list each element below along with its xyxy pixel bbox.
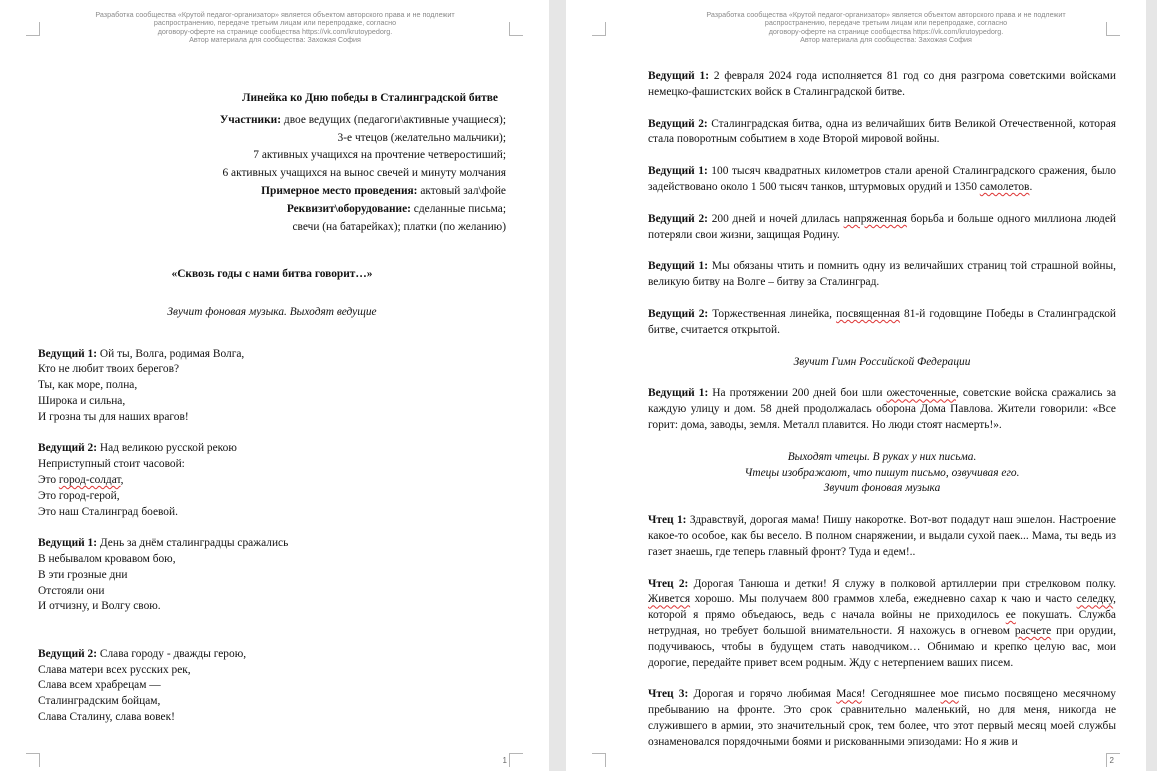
paragraph: Ведущий 1: 100 тысяч квадратных километров стали ареной Сталинградского сражения, было задействовано около 1 500 тысяч танков, штурмовых орудий и 1350 самолетов. bbox=[648, 165, 1116, 193]
participants-line: 6 активных учащихся на вынос свечей и минуту молчания bbox=[222, 167, 506, 180]
spellcheck-underline: селедку bbox=[1076, 593, 1114, 606]
participants-line: 3-е чтецов (желательно мальчики); bbox=[337, 131, 506, 144]
crop-mark bbox=[1106, 22, 1120, 36]
page-body bbox=[648, 69, 1116, 751]
paragraph: Ведущий 1: 2 февраля 2024 года исполняется 81 год со дня разгрома советскими войсками немецко-фашистских войск в Сталинградской битве. bbox=[648, 70, 1116, 98]
document-page-1 bbox=[0, 0, 549, 771]
paragraph: Ведущий 2: Сталинградская битва, одна из величайших битв Великой Отечественной, которая стала поворотным событием в ходе Второй мировой войны. bbox=[648, 117, 1116, 146]
spellcheck-underline: город-солдат bbox=[58, 473, 121, 486]
stage-direction: Звучит Гимн Российской Федерации bbox=[793, 355, 971, 368]
props-line: Реквизит\оборудование: сделанные письма; bbox=[286, 202, 506, 215]
spellcheck-underline: самолетов bbox=[979, 180, 1030, 193]
paragraph: Ведущий 1: Мы обязаны чтить и помнить одну из величайших страниц той страшной войны, великую битву на Волге – битву за Сталинград. bbox=[648, 260, 1116, 289]
page-gap bbox=[549, 0, 566, 771]
paragraph: Чтец 3: Дорогая и горячо любимая Мася! Сегодняшнее мое письмо посвящено месячному пребыванию на фронте. Это срок сравнительно маленький, но для меня, никогда не служившего в армии, это значительный срок, тем более, что этот первый месяц моей службы ознаменовался порядочными боями и рискованными эпизодами: Но я жив и bbox=[648, 688, 1116, 748]
verse-block: Ведущий 2: Над великою русской рекою Неприступный стоит часовой: Это город-солдат, Это город-герой, Это наш Сталинград боевой. bbox=[38, 442, 237, 518]
paragraph: Ведущий 1: На протяжении 200 дней бои шли ожесточенные, советские войска сражались за каждую улицу и дом. 58 дней продолжалась оборона Дома Павлова. Жители говорили: «Все горит: дома, заводы, земля. Металл плавится. Но люди стоят насмерть!». bbox=[648, 387, 1116, 431]
crop-mark bbox=[26, 22, 40, 36]
event-subtitle: «Сквозь годы с нами битва говорит…» bbox=[171, 267, 373, 280]
page-body bbox=[38, 91, 506, 726]
paragraph: Ведущий 2: Торжественная линейка, посвященная 81-й годовщине Победы в Сталинградской битве, считается открытой. bbox=[648, 307, 1117, 336]
page-number: 1 bbox=[502, 756, 507, 765]
document-page-2 bbox=[566, 0, 1146, 771]
spellcheck-underline: посвященная bbox=[836, 307, 900, 320]
stage-direction: Звучит фоновая музыка. Выходят ведущие bbox=[167, 305, 377, 318]
props-line: свечи (на батарейках); платки (по желанию) bbox=[292, 220, 506, 233]
crop-mark bbox=[509, 22, 523, 36]
page-header: Разработка сообщества «Крутой педагог-организатор» является объектом авторского права и не подлежит распространению, передаче третьим лицам или перепродаже, согласно договору-оферте на странице сообщества https://vk.com/krutoypedorg. Автор материала для сообщества: Захожая София bbox=[706, 10, 1066, 45]
spellcheck-underline: ее bbox=[1005, 609, 1016, 622]
participants-line: 7 активных учащихся на прочтение четверостиший; bbox=[253, 149, 506, 162]
page-number: 2 bbox=[1109, 756, 1114, 765]
document-title: Линейка ко Дню победы в Сталинградской битве bbox=[241, 92, 498, 104]
crop-mark bbox=[509, 753, 523, 767]
spellcheck-underline: Живется bbox=[648, 593, 691, 606]
verse-block: Ведущий 2: Слава городу - дважды герою, Слава матери всех русских рек, Слава всем храбрецам — Сталинградским бойцам, Слава Сталину, слава вовек! bbox=[38, 647, 247, 723]
spellcheck-underline: расчете bbox=[1014, 624, 1052, 637]
spellcheck-underline: мое bbox=[940, 688, 959, 701]
paragraph: Чтец 1: Здравствуй, дорогая мама! Пишу накоротке. Вот-вот подадут наш эшелон. Настроение какое-то особое, как бы весело. В полном снаряжении, и выдали сухой паек... Мама, ты ведь из газет знаешь, где теперь главный фронт? Туда и едем!.. bbox=[648, 514, 1116, 558]
verse-block: Ведущий 1: День за днём сталинградцы сражались В небывалом кровавом бою, В эти грозные дни Отстояли они И отчизну, и Волгу свою. bbox=[38, 537, 289, 613]
paragraph: Ведущий 2: 200 дней и ночей длилась напряженная борьба и больше одного миллиона людей потеряли свои жизни, защищая Родину. bbox=[648, 212, 1116, 241]
crop-mark bbox=[26, 753, 40, 767]
verse-block: Ведущий 1: Ой ты, Волга, родимая Волга, Кто не любит твоих берегов? Ты, как море, полна, Широка и сильна, И грозна ты для наших врагов! bbox=[38, 347, 245, 423]
stage-direction: Выходят чтецы. В руках у них письма. Чтецы изображают, что пишут письмо, озвучивая его. Звучит фоновая музыка bbox=[744, 450, 1020, 495]
paragraph: Чтец 2: Дорогая Танюша и детки! Я служу в полковой артиллерии при стрелковом полку. Живется хорошо. Мы получаем 800 граммов хлеба, ежедневно сахар к чаю и часто селедку, которой я прямо объедаюсь, ведь с начала войны не приходилось ее покушать. Служба нетрудная, но требует большой внимательности. Я нахожусь в огневом расчете при орудии, подучиваюсь, чтобы в будущем стать наводчиком… Обнимаю и крепко целую вас, мои дорогие, передайте привет всем родным. Жду с нетерпением ваших писем. bbox=[648, 577, 1116, 669]
participants-line: Участники: двое ведущих (педагоги\активные учащиеся); bbox=[219, 113, 506, 126]
spellcheck-underline: напряженная bbox=[843, 212, 907, 225]
spellcheck-underline: Мася bbox=[836, 688, 862, 701]
crop-mark bbox=[592, 22, 606, 36]
spellcheck-underline: ожесточенные bbox=[886, 387, 957, 400]
crop-mark bbox=[592, 753, 606, 767]
page-header: Разработка сообщества «Крутой педагог-организатор» является объектом авторского права и не подлежит распространению, передаче третьим лицам или перепродаже, согласно договору-оферте на странице сообщества https://vk.com/krutoypedorg. Автор материала для сообщества: Захожая София bbox=[95, 10, 455, 45]
place-line: Примерное место проведения: актовый зал\фойе bbox=[261, 184, 506, 197]
